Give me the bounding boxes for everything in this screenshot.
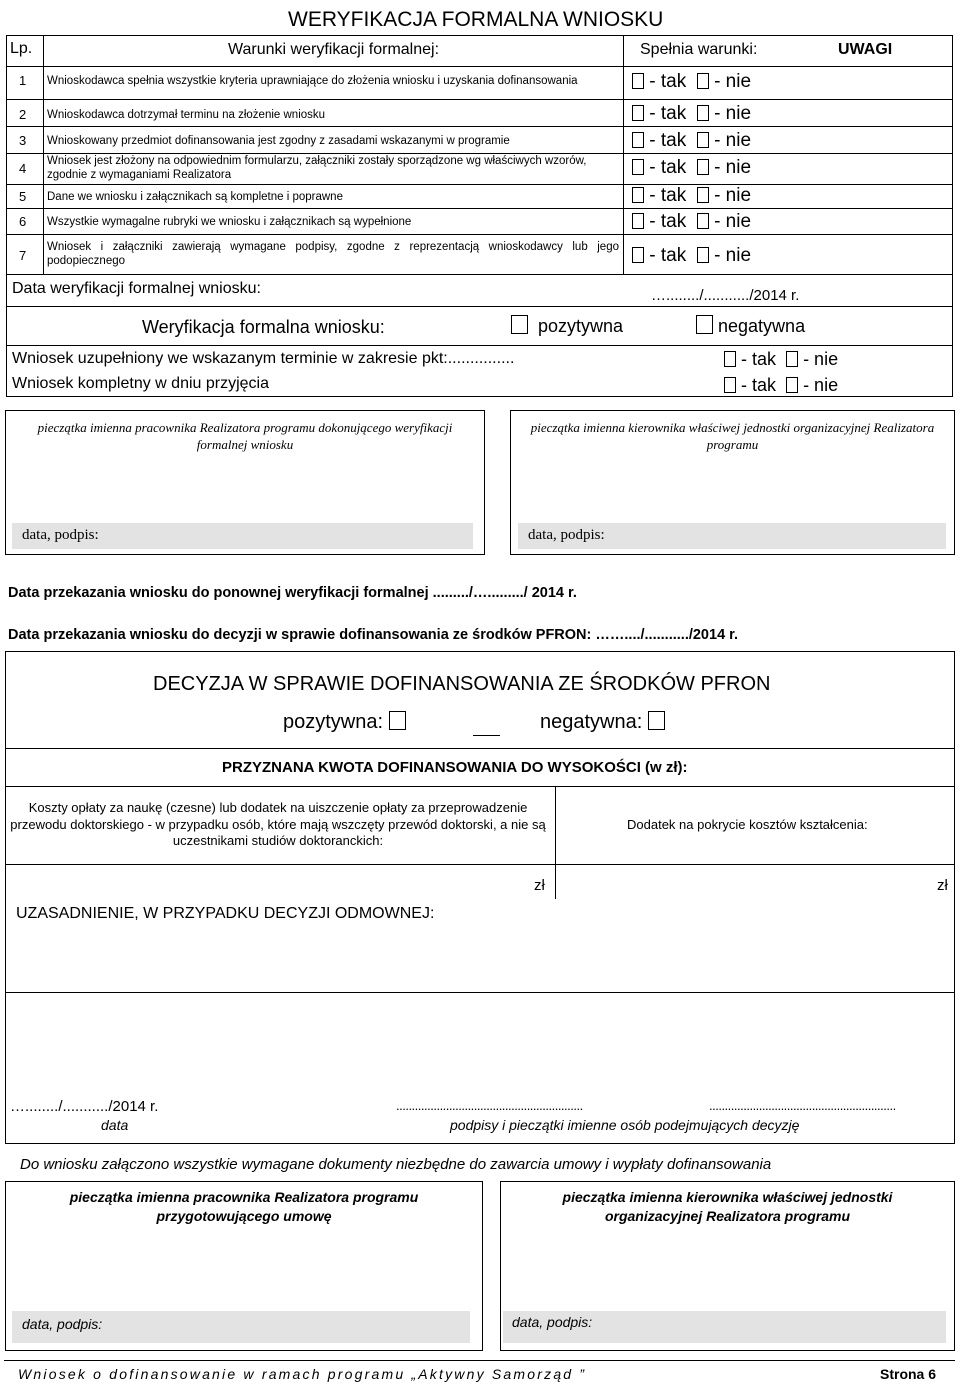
checkbox-tak[interactable] xyxy=(632,73,644,89)
row-divider xyxy=(6,66,953,67)
complete-options xyxy=(724,375,838,396)
checkbox-tak[interactable] xyxy=(632,247,644,263)
date-signature-label: data, podpis: xyxy=(22,527,99,543)
formal-result-label: Weryfikacja formalna wniosku: xyxy=(142,317,385,337)
amount-left-currency: zł xyxy=(534,877,545,894)
tak-label: - tak xyxy=(649,185,687,206)
checkbox-nie[interactable] xyxy=(786,351,798,367)
tak-label: - tak xyxy=(649,103,687,124)
formal-result-negative xyxy=(696,315,805,337)
row-options xyxy=(632,71,751,93)
tak-label: - tak xyxy=(649,211,687,232)
date-word: data xyxy=(101,1117,129,1133)
signature-dots-2: ............................................................ xyxy=(709,1098,896,1113)
stamp-contract-label: pieczątka imienna pracownika Realizatora programu przygotowującego umowę xyxy=(69,1189,419,1224)
formal-result-positive xyxy=(511,315,623,337)
decision-date-value[interactable]: …......../.........../2014 r. xyxy=(10,1098,159,1115)
checkbox-nie[interactable] xyxy=(697,187,709,203)
row-criterion: Wnioskowany przedmiot dofinansowania jest zgodny z zasadami wskazanymi w programie xyxy=(47,135,510,147)
decision-positive xyxy=(283,711,406,734)
nie-label: - nie xyxy=(714,185,752,206)
header-remarks: UWAGI xyxy=(838,41,893,58)
decision-title: DECYZJA W SPRAWIE DOFINANSOWANIA ZE ŚRODKÓW PFRON xyxy=(153,673,771,695)
row-options xyxy=(632,157,751,179)
column-divider xyxy=(623,35,624,275)
checkbox-negative[interactable] xyxy=(696,315,713,334)
row-options xyxy=(632,185,751,207)
row-number: 1 xyxy=(19,73,27,88)
transfer-decision: Data przekazania wniosku do decyzji w sprawie dofinansowania ze środków PFRON: ……..../.........../2014 r. xyxy=(8,627,739,643)
nie-label: - nie xyxy=(714,130,752,151)
decision-positive-label: pozytywna: xyxy=(283,711,384,733)
row-number: 7 xyxy=(19,248,27,263)
positive-label: pozytywna xyxy=(538,316,624,336)
checkbox-tak[interactable] xyxy=(632,213,644,229)
nie-label: - nie xyxy=(714,157,752,178)
checkbox-tak[interactable] xyxy=(724,351,736,367)
tak-label: - tak xyxy=(649,245,687,266)
cost-left-label: Koszty opłaty za naukę (czesne) lub dodatek na uiszczenie opłaty za przeprowadzenie przewodu doktorskiego - w przypadku osób, które mają wszczęty przewód doktorski, a nie są uczestnikami studiów doktoranckich: xyxy=(10,800,546,848)
cost-right-label: Dodatek na pokrycie kosztów kształcenia: xyxy=(627,817,868,832)
tak-label: - tak xyxy=(649,130,687,151)
checkbox-nie[interactable] xyxy=(697,213,709,229)
stamp-head-label: pieczątka imienna kierownika właściwej jednostki organizacyjnej Realizatora programu xyxy=(530,420,935,452)
row-divider xyxy=(6,274,953,275)
column-divider xyxy=(555,864,556,899)
amount-title: PRZYZNANA KWOTA DOFINANSOWANIA DO WYSOKOŚCI (w zł): xyxy=(222,759,688,776)
checkbox-decision-positive[interactable] xyxy=(389,711,406,730)
row-criterion: Wszystkie wymagalne rubryki we wniosku i załącznikach są wypełnione xyxy=(47,216,412,228)
page-title: WERYFIKACJA FORMALNA WNIOSKU xyxy=(288,8,664,31)
nie-label: - nie xyxy=(714,71,752,92)
row-divider xyxy=(6,234,953,235)
row-number: 6 xyxy=(19,214,27,229)
nie-label: - nie xyxy=(714,245,752,266)
supplemented-options xyxy=(724,349,838,370)
row-divider xyxy=(6,208,953,209)
stamp-verifier-label: pieczątka imienna pracownika Realizatora programu dokonującego weryfikacji formalnej wniosku xyxy=(37,420,453,452)
row-criterion: Dane we wniosku i załącznikach są kompletne i poprawne xyxy=(47,191,343,203)
header-conditions: Warunki weryfikacji formalnej: xyxy=(228,41,440,58)
signature-dots-1: ............................................................ xyxy=(396,1098,583,1113)
checkbox-nie[interactable] xyxy=(697,73,709,89)
table-top-border xyxy=(6,35,953,36)
footer-rule xyxy=(4,1360,955,1361)
checkbox-nie[interactable] xyxy=(697,247,709,263)
row-criterion: Wnioskodawca spełnia wszystkie kryteria uprawniające do złożenia wniosku i uzyskania dofinansowania xyxy=(47,75,578,87)
complete-label: Wniosek kompletny w dniu przyjęcia xyxy=(12,375,269,392)
negative-label: negatywna xyxy=(718,316,806,336)
dash xyxy=(473,735,500,736)
outer-border xyxy=(6,35,7,397)
column-divider xyxy=(43,35,44,275)
tak-label: - tak xyxy=(741,375,777,395)
supplemented-label: Wniosek uzupełniony we wskazanym terminie w zakresie pkt:............... xyxy=(12,350,515,367)
section-divider xyxy=(5,748,955,749)
nie-label: - nie xyxy=(714,103,752,124)
checkbox-tak[interactable] xyxy=(724,377,736,393)
row-divider xyxy=(6,126,953,127)
row-criterion: Wniosek jest złożony na odpowiednim formularzu, załączniki zostały sporządzone wg właściwych wzorów, zgodnie z wymaganiami Realizatora xyxy=(47,155,587,181)
section-divider xyxy=(6,306,953,307)
transfer-reverification: Data przekazania wniosku do ponownej weryfikacji formalnej ........./…........./ 2014 r. xyxy=(8,585,577,601)
outer-border xyxy=(952,35,953,397)
checkbox-nie[interactable] xyxy=(697,159,709,175)
checkbox-tak[interactable] xyxy=(632,132,644,148)
checkbox-tak[interactable] xyxy=(632,159,644,175)
row-divider xyxy=(6,99,953,100)
section-divider xyxy=(5,786,955,787)
checkbox-decision-negative[interactable] xyxy=(648,711,665,730)
nie-label: - nie xyxy=(714,211,752,232)
column-divider xyxy=(555,786,556,865)
row-criterion: Wniosek i załączniki zawierają wymagane podpisy, zgodne z reprezentacją wnioskodawcy lub jego podopiecznego xyxy=(47,241,619,267)
row-criterion: Wnioskodawca dotrzymał terminu na złożenie wniosku xyxy=(47,109,326,121)
date-signature-label: data, podpis: xyxy=(512,1314,593,1330)
amount-right-currency: zł xyxy=(937,877,948,894)
nie-label: - nie xyxy=(803,349,839,369)
checkbox-nie[interactable] xyxy=(697,132,709,148)
decision-negative xyxy=(540,711,665,734)
header-meets: Spełnia warunki: xyxy=(640,41,758,58)
section-divider xyxy=(5,864,955,865)
tak-label: - tak xyxy=(649,157,687,178)
justification-label: UZASADNIENIE, W PRZYPADKU DECYZJI ODMOWNEJ: xyxy=(16,905,435,922)
tak-label: - tak xyxy=(649,71,687,92)
header-lp: Lp. xyxy=(10,40,33,57)
nie-label: - nie xyxy=(803,375,839,395)
verification-date-label: Data weryfikacji formalnej wniosku: xyxy=(12,280,261,297)
checkbox-nie[interactable] xyxy=(697,105,709,121)
row-number: 5 xyxy=(19,189,27,204)
checkbox-tak[interactable] xyxy=(632,187,644,203)
decision-negative-label: negatywna: xyxy=(540,711,643,733)
attached-docs-note: Do wniosku załączono wszystkie wymagane dokumenty niezbędne do zawarcia umowy i wypłaty dofinansowania xyxy=(20,1156,772,1173)
row-options xyxy=(632,103,751,125)
row-options xyxy=(632,245,751,267)
row-options xyxy=(632,130,751,152)
verification-date-value[interactable]: …......../.........../2014 r. xyxy=(651,287,800,304)
section-divider xyxy=(6,396,953,397)
page-number: Strona 6 xyxy=(880,1366,937,1382)
row-divider xyxy=(6,184,953,185)
checkbox-positive[interactable] xyxy=(511,315,528,334)
checkbox-nie[interactable] xyxy=(786,377,798,393)
row-options xyxy=(632,211,751,233)
row-number: 2 xyxy=(19,107,27,122)
date-signature-label: data, podpis: xyxy=(22,1316,103,1332)
signatures-label: podpisy i pieczątki imienne osób podejmujących decyzję xyxy=(450,1117,800,1133)
date-signature-label: data, podpis: xyxy=(528,527,605,543)
footer-program: Wniosek o dofinansowanie w ramach programu „Aktywny Samorząd ” xyxy=(18,1366,587,1382)
tak-label: - tak xyxy=(741,349,777,369)
section-divider xyxy=(6,345,953,346)
checkbox-tak[interactable] xyxy=(632,105,644,121)
row-number: 4 xyxy=(19,161,27,176)
stamp-head-2-label: pieczątka imienna kierownika właściwej jednostki organizacyjnej Realizatora programu xyxy=(562,1189,893,1224)
row-number: 3 xyxy=(19,133,27,148)
